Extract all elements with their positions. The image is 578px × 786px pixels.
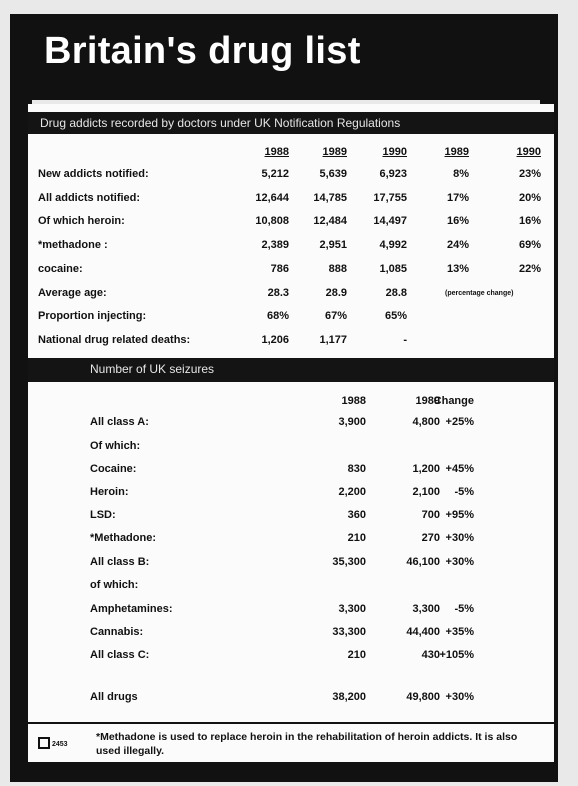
section1-table-cell: 68%	[266, 310, 289, 323]
section1-table-cell: 17%	[446, 191, 469, 204]
section2-row-label: All class C:	[90, 649, 150, 661]
section2-column-header: 1988	[341, 395, 366, 407]
section1-table-cell: 28.8	[385, 286, 407, 299]
page-title: Britain's drug list	[44, 30, 361, 72]
section2-heading: Number of UK seizures	[28, 358, 554, 382]
section2-table-cell: +30%	[445, 691, 474, 703]
section1-table-cell: 14,785	[313, 191, 347, 204]
section2-row-label: Of which:	[90, 440, 141, 452]
section1-table-cell: 786	[270, 262, 289, 275]
section2-table-cell: +105%	[439, 649, 474, 661]
section1-table-cell: 22%	[518, 262, 541, 275]
section2-table-cell: 430	[421, 649, 440, 661]
section2-table-cell: 4,800	[412, 416, 440, 428]
section1-row-label: Average age:	[38, 286, 107, 299]
section2-table-cell: +35%	[445, 626, 474, 638]
section1-table-cell: 69%	[518, 239, 541, 252]
section1-column-header: 1988	[264, 146, 289, 158]
section2-row-label: All class A:	[90, 416, 149, 428]
section2-table-cell: 270	[421, 532, 440, 544]
section2-row-label: Heroin:	[90, 486, 129, 498]
section1-table-cell: 888	[328, 262, 347, 275]
section1-table-cell: 28.3	[267, 286, 289, 299]
section2-table-cell: 700	[421, 509, 440, 521]
section1-column-header: 1990	[382, 146, 407, 158]
section2-table-cell: 38,200	[332, 691, 366, 703]
section2-table-cell: 44,400	[406, 626, 440, 638]
section1-table-cell: 14,497	[373, 215, 407, 228]
section2-column-header: Change	[433, 395, 474, 407]
section2-column-header: 1989	[415, 395, 440, 407]
section1-row-label: Proportion injecting:	[38, 310, 147, 323]
section1-table-cell: 6,923	[379, 168, 407, 180]
section1-table-cell: 67%	[324, 310, 347, 323]
section2-row-label: LSD:	[90, 509, 116, 521]
percentage-change-note: (percentage change)	[445, 290, 514, 297]
section2-table-cell: 3,300	[338, 603, 366, 615]
section2-row-label: of which:	[90, 579, 139, 591]
section1-table-cell: 4,992	[379, 239, 407, 252]
section1-table-cell: 10,808	[255, 215, 289, 228]
section1-table-cell: 24%	[446, 239, 469, 252]
section2-table-cell: 49,800	[406, 691, 440, 703]
section1-table-cell: 1,085	[379, 262, 407, 275]
section1-row-label: cocaine:	[38, 262, 83, 275]
section1-table-cell: -	[403, 333, 407, 346]
section2-table-cell: 46,100	[406, 556, 440, 568]
section1-table-cell: 16%	[518, 215, 541, 228]
section2-table-cell: 2,100	[412, 486, 440, 498]
section2-row-label: All drugs	[90, 691, 138, 703]
section1-column-header: 1990	[516, 146, 541, 158]
section2-table-cell: 1,200	[412, 463, 440, 475]
section2-table-cell: +30%	[445, 532, 474, 544]
section2-row-label: *Methadone:	[90, 532, 156, 544]
publisher-logo	[38, 733, 66, 755]
section1-table-cell: 2,951	[319, 239, 347, 252]
section2-table-cell: 35,300	[332, 556, 366, 568]
section2-table-cell: -5%	[454, 603, 474, 615]
section1-row-label: New addicts notified:	[38, 168, 149, 180]
section1-table-cell: 5,212	[261, 168, 289, 180]
section2-table-cell: 33,300	[332, 626, 366, 638]
section1-row-label: *methadone :	[38, 239, 108, 252]
section1-column-header: 1989	[322, 146, 347, 158]
section1-table-cell: 1,177	[319, 333, 347, 346]
section1-column-header: 1989	[444, 146, 469, 158]
frame-bottom	[10, 762, 558, 782]
section1-table-cell: 2,389	[261, 239, 289, 252]
section1-table-cell: 23%	[518, 168, 541, 180]
section2-table-cell: 2,200	[338, 486, 366, 498]
section2-row-label: Cocaine:	[90, 463, 137, 475]
section1-table-cell: 17,755	[373, 191, 407, 204]
section1-table-cell: 8%	[453, 168, 469, 180]
section2-table-cell: 3,900	[338, 416, 366, 428]
section2-row-label: Cannabis:	[90, 626, 144, 638]
section2-row-label: All class B:	[90, 556, 150, 568]
section2-table-cell: -5%	[454, 486, 474, 498]
section1-table-cell: 12,644	[255, 191, 289, 204]
section2-table-cell: +45%	[445, 463, 474, 475]
section2-table-cell: 830	[347, 463, 366, 475]
section1-row-label: National drug related deaths:	[38, 333, 191, 346]
section1-table-cell: 1,206	[261, 333, 289, 346]
section2-table-cell: 360	[347, 509, 366, 521]
section1-row-label: Of which heroin:	[38, 215, 125, 228]
section1-table-cell: 12,484	[313, 215, 347, 228]
section1-table-cell: 65%	[384, 310, 407, 323]
logo-code: 2453	[52, 741, 68, 748]
section1-row-label: All addicts notified:	[38, 191, 141, 204]
section2-row-label: Amphetamines:	[90, 603, 173, 615]
section2-table-cell: 3,300	[412, 603, 440, 615]
footnote: *Methadone is used to replace heroin in the rehabilitation of heroin addicts. It is also used illegally.	[96, 731, 518, 757]
section1-table-cell: 16%	[446, 215, 469, 228]
section1-table-cell: 20%	[518, 191, 541, 204]
section2-table-cell: +95%	[445, 509, 474, 521]
section1-table-cell: 28.9	[325, 286, 347, 299]
section2-table-cell: 210	[347, 649, 366, 661]
section1-table-cell: 13%	[446, 262, 469, 275]
section2-table-cell: +25%	[445, 416, 474, 428]
section2-table-cell: 210	[347, 532, 366, 544]
section1-heading: Drug addicts recorded by doctors under UK Notification Regulations	[28, 112, 554, 134]
section2-table-cell: +30%	[445, 556, 474, 568]
section1-table-cell: 5,639	[319, 168, 347, 180]
logo-mark-icon	[38, 737, 50, 749]
